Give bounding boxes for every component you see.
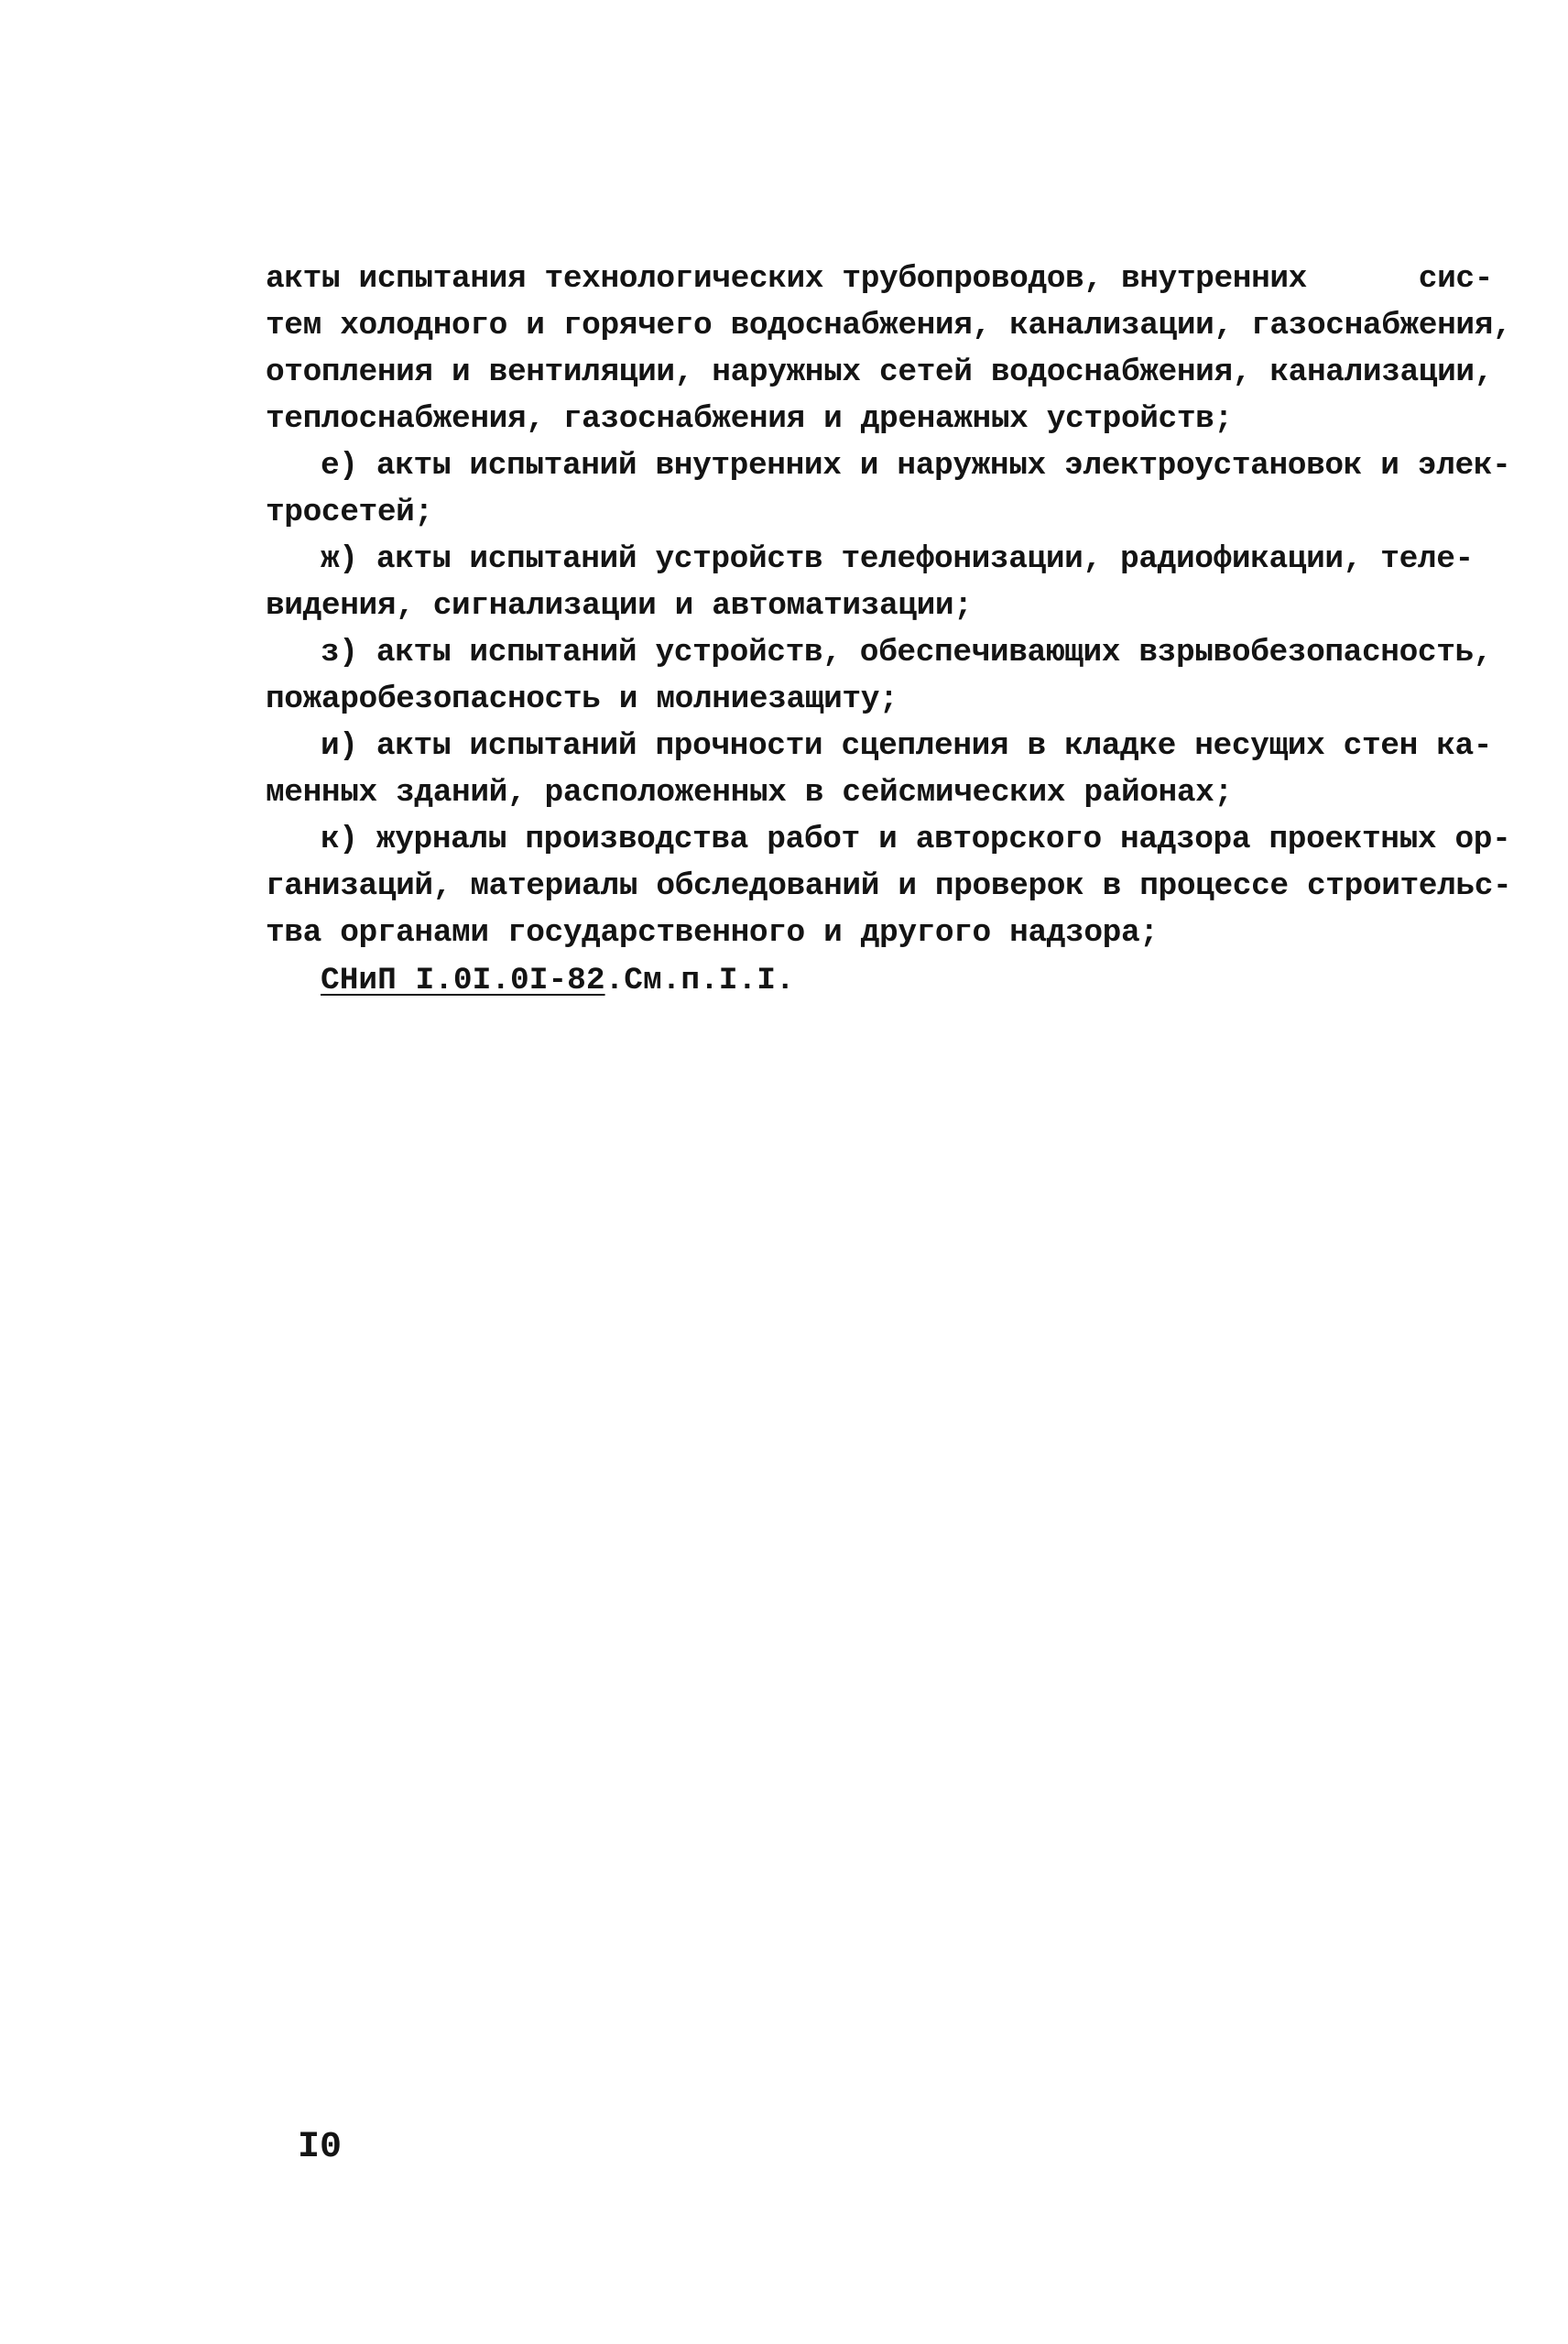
document-body [266,256,1511,956]
text-line: к) журналы производства работ и авторского надзора проектных ор- [321,822,1511,857]
text-line: тем холодного и горячего водоснабжения, канализации, газоснабжения, [266,308,1512,343]
text-line: тросетей; [266,495,433,530]
text-line: ганизаций, материалы обследований и проверок в процессе строительс- [266,868,1512,904]
text-line: тва органами государственного и другого надзора; [266,915,1159,951]
text-line: е) акты испытаний внутренних и наружных электроустановок и элек- [321,448,1511,484]
text-line: отопления и вентиляции, наружных сетей водоснабжения, канализации, [266,354,1494,390]
text-line: пожаробезопасность и молниезащиту; [266,681,898,717]
reference-suffix: .См.п.I.I. [604,963,795,998]
reference-code: СНиП I.0I.0I-82 [321,963,605,998]
reference-line [321,957,795,1004]
text-line: акты испытания технологических трубопроводов, внутренних сис- [266,261,1494,297]
text-line: ж) акты испытаний устройств телефонизации, радиофикации, теле- [321,541,1474,577]
text-line: менных зданий, расположенных в сейсмических районах; [266,775,1233,811]
page-number: I0 [298,2127,343,2168]
text-line: и) акты испытаний прочности сцепления в кладке несущих стен ка- [321,728,1493,764]
text-line: видения, сигнализации и автоматизации; [266,588,973,624]
text-line: теплоснабжения, газоснабжения и дренажных устройств; [266,401,1233,437]
text-line: з) акты испытаний устройств, обеспечивающих взрывобезопасность, [321,635,1493,670]
